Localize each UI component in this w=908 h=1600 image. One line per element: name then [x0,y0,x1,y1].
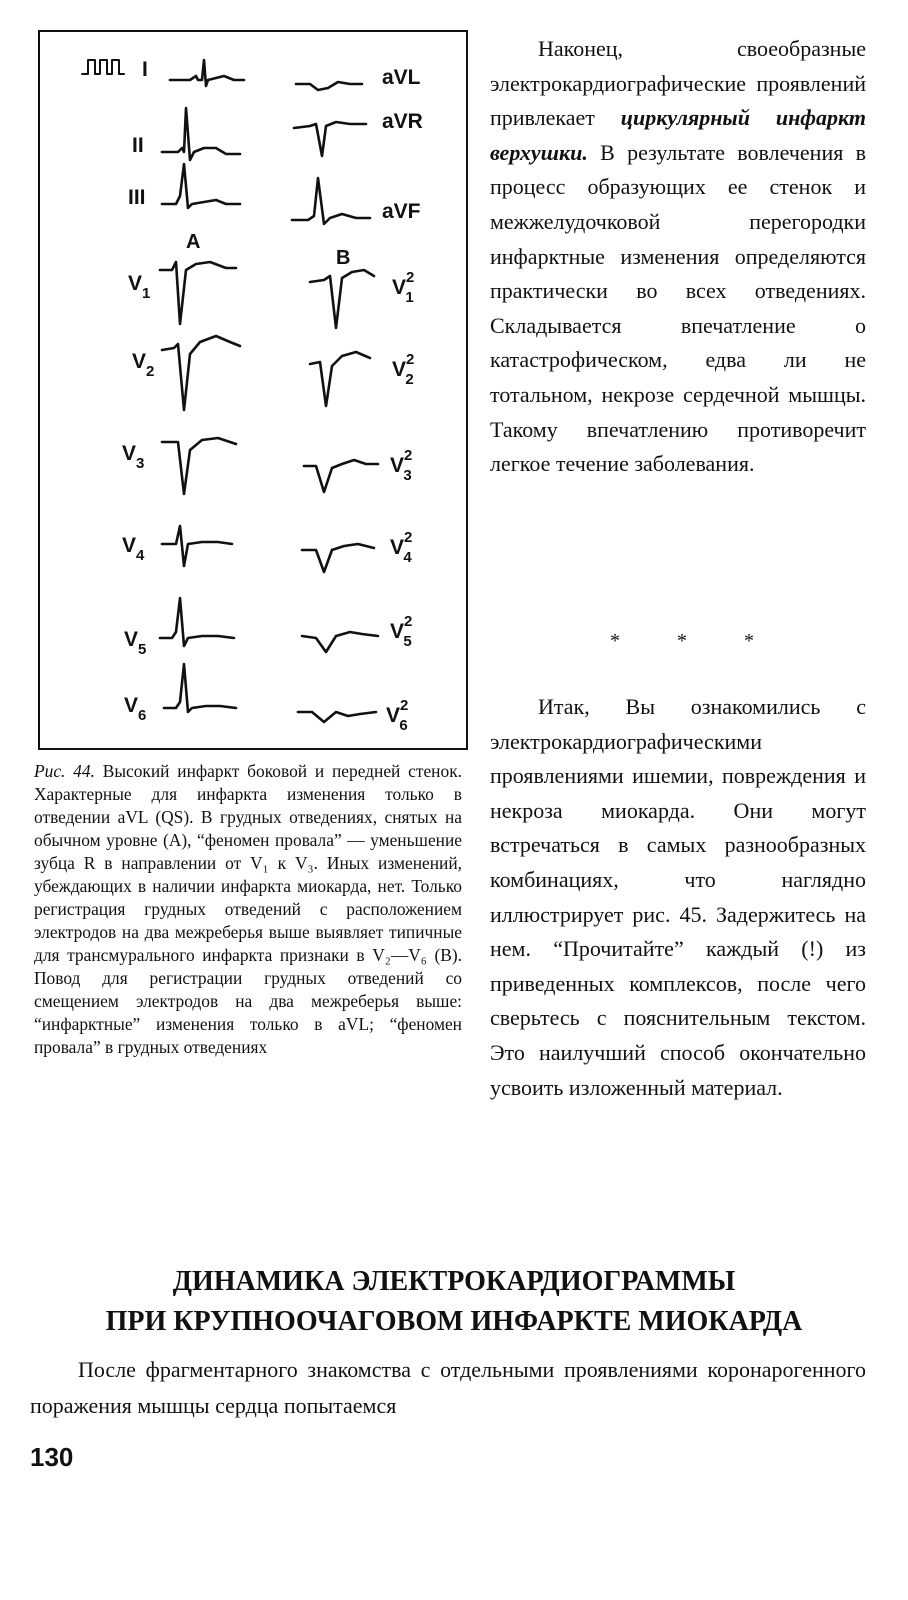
paragraph-text: Наконец, своеобразные электрокардиографические проявлений привлекает [490,36,866,131]
trace-lead-I [170,60,244,86]
section-heading-line-2: ПРИ КРУПНООЧАГОВОМ ИНФАРКТЕ МИОКАРДА [105,1306,803,1337]
lead-label-V4-b: $V^2$ 4 [390,529,413,566]
lead-label-V5-a: $V_5$ [124,628,147,658]
trace-V2-b [310,352,370,406]
section-body-text: После фрагментарного знакомства с отдельными проявлениями коронарогенного поражения мышцы сердца попытаемся [30,1357,866,1418]
trace-V4-a [162,526,232,566]
emphasized-term: циркулярный инфаркт верхушки. [490,105,866,165]
lead-label-III: III [128,186,146,209]
trace-V6-a [164,664,236,712]
lead-label-aVR: aVR [382,110,423,133]
calibration-pulse-icon [82,60,124,74]
paragraph-summary: Итак, Вы ознакомились с электрокардиографическими проявлениями ишемии, повреждения и некроза миокарда. Они могут встречаться в самых разнообразных комбинациях, что наглядно иллюстрирует рис. 45. Задержитесь на нем. “Прочитайте” каждый (!) из приведенных комплексов, после чего сверьтесь с пояснительным текстом. Это наилучший способ окончательно усвоить изложенный материал. [490,694,866,1100]
trace-lead-aVF [292,178,370,224]
chest-leads-b-labels [386,269,414,734]
section-heading [0,1262,908,1342]
column-head-a: A [186,231,201,253]
chest-leads-a-labels [122,272,154,724]
lead-label-V1-a: $V_1$ [128,272,151,302]
lead-label-II: II [132,134,144,157]
lead-label-V3-a: $V_3$ [122,442,145,472]
paragraph-text: В результате вовлечения в процесс образующих ее стенок и межжелудочковой перегородки инфарктные изменения определяются практически во всех отведениях. Складывается впечатление о катастрофическом, едва ли не тотальном, некрозе сердечной мышцы. Такому впечатлению противоречит легкое течение заболевания. [490,139,866,477]
trace-V3-a [162,438,236,494]
page-number: 130 [30,1442,74,1472]
lead-label-V6-b: $V^2$ 6 [386,697,409,734]
figure-reference: Рис. 44. [34,761,95,781]
lead-label-V1-b: $V^2$ 1 [392,269,415,306]
trace-V5-a [160,598,234,646]
trace-lead-II [162,108,240,160]
right-column-bottom [490,690,866,1105]
lead-label-aVL: aVL [382,66,421,89]
lead-label-V2-b: $V^2$ 2 [392,351,415,388]
ecg-figure-drawing [40,32,470,752]
trace-lead-aVL [296,82,362,90]
trace-V3-b [304,460,378,492]
trace-V6-b [298,712,376,722]
trace-V1-a [160,262,236,324]
trace-V5-b [302,632,378,652]
lead-label-V4-a: $V_4$ [122,534,145,564]
ecg-figure [38,30,468,750]
column-head-b: B [336,247,351,269]
trace-V2-a [162,336,240,410]
section-heading-line-1: ДИНАМИКА ЭЛЕКТРОКАРДИОГРАММЫ [172,1266,736,1297]
section-separator-stars: * * * [610,630,780,652]
figure-caption-text: Высокий инфаркт боковой и передней стенок. Характерные для инфаркта изменения только в отведении aVL (QS). В грудных отведениях, снятых на обычном уровне (А), “феномен провала” — уменьшение зубца R в направлении от V₁ к V₃. Иных изменений, убеждающих в наличии инфаркта миокарда, нет. Только регистрация грудных отведений с расположением электродов на два межреберья выше выявляет типичные для трансмурального инфаркта признаки в V₂—V₆ (B). Повод для регистрации грудных отведений со смещением электродов на два межреберья выше: “инфарктные” изменения только в aVL; “феномен провала” в грудных отведениях [34,761,462,1057]
lead-label-V2-a: $V_2$ [132,350,155,380]
lead-label-I: I [142,58,148,81]
trace-V4-b [302,544,374,572]
lead-label-V5-b: $V^2$ 5 [390,613,413,650]
figure-caption [34,760,462,1059]
trace-V1-b [310,270,374,328]
trace-lead-III [162,164,240,208]
paragraph-circular-infarct [490,32,866,482]
lead-label-aVF: aVF [382,200,421,223]
lead-label-V3-b: $V^2$ 3 [390,447,413,484]
trace-lead-aVR [294,122,366,156]
lead-label-V6-a: $V_6$ [124,694,147,724]
right-column-top [490,32,866,482]
